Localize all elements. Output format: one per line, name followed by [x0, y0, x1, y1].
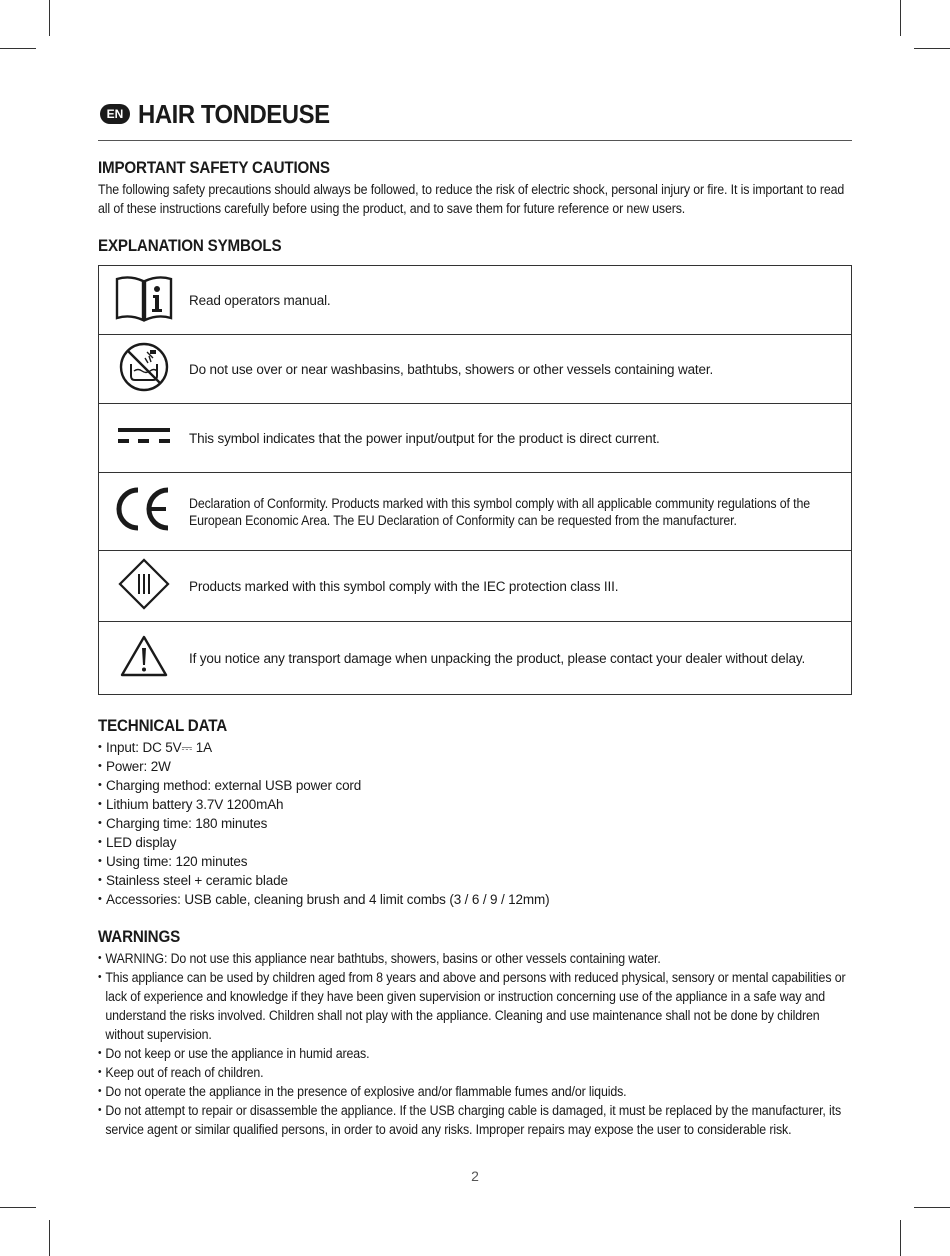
safety-section [98, 159, 852, 218]
warning-triangle-icon [119, 634, 169, 678]
crop-mark [49, 0, 50, 36]
technical-data-section [98, 717, 852, 909]
technical-heading: TECHNICAL DATA [98, 717, 227, 735]
warnings-list [98, 949, 852, 1139]
technical-list [98, 738, 852, 909]
symbol-row [99, 266, 852, 335]
title-divider [98, 140, 852, 141]
list-item: • Do not operate the appliance in the presence of explosive and/or flammable fumes and/or liquids. [98, 1082, 852, 1101]
page-header [98, 96, 852, 132]
list-item: • Do not keep or use the appliance in humid areas. [98, 1044, 852, 1063]
symbols-heading: EXPLANATION SYMBOLS [98, 237, 282, 255]
symbol-row [99, 404, 852, 473]
no-water-icon [117, 340, 171, 394]
safety-text: The following safety precautions should always be followed, to reduce the risk of electric shock, personal injury or fire. It is important to read all of these instructions carefully before using the product, and to save them for future reference or new users. [98, 182, 845, 216]
protection-class-iii-icon [115, 555, 173, 613]
list-item: • This appliance can be used by children aged from 8 years and above and persons with reduced physical, sensory or mental capabilities or lack of experience and knowledge if they have been given supervision or instruction concerning use of the appliance in a safe way and understand the risks involved. Children shall not play with the appliance. Cleaning and use maintenance shall not be done by children without supervision. [98, 968, 852, 1044]
list-item: • Lithium battery 3.7V 1200mAh [98, 795, 852, 814]
crop-mark [49, 1220, 50, 1256]
crop-mark [914, 48, 950, 49]
symbol-row [99, 551, 852, 622]
direct-current-icon [116, 425, 172, 447]
crop-mark [0, 1207, 36, 1208]
symbols-table [98, 265, 852, 695]
crop-mark [914, 1207, 950, 1208]
manual-info-icon [114, 273, 174, 323]
symbol-description: If you notice any transport damage when unpacking the product, please contact your dealer without delay. [189, 650, 806, 666]
list-item: • Keep out of reach of children. [98, 1063, 852, 1082]
symbol-description: Products marked with this symbol comply with the IEC protection class III. [189, 578, 619, 594]
symbol-description: Do not use over or near washbasins, bathtubs, showers or other vessels containing water. [189, 361, 714, 377]
safety-heading: IMPORTANT SAFETY CAUTIONS [98, 159, 330, 177]
list-item: • Do not attempt to repair or disassemble the appliance. If the USB charging cable is damaged, it must be replaced by the manufacturer, its service agent or similar qualified persons, in order to avoid any risks. Improper repairs may expose the user to considerable risk. [98, 1101, 852, 1139]
list-item: • Input: DC 5V⎓ 1A [98, 738, 852, 757]
crop-mark [900, 1220, 901, 1256]
list-item: • Stainless steel + ceramic blade [98, 871, 852, 890]
list-item: • Charging method: external USB power cord [98, 776, 852, 795]
page-number: 2 [471, 1168, 479, 1184]
page-title: HAIR TONDEUSE [138, 98, 330, 129]
list-item: • Charging time: 180 minutes [98, 814, 852, 833]
list-item: • LED display [98, 833, 852, 852]
list-item: • Power: 2W [98, 757, 852, 776]
symbol-description: Read operators manual. [189, 292, 331, 308]
list-item: • Using time: 120 minutes [98, 852, 852, 871]
list-item: • WARNING: Do not use this appliance near bathtubs, showers, basins or other vessels containing water. [98, 949, 852, 968]
symbols-section [98, 237, 852, 695]
warnings-section [98, 928, 852, 1139]
symbol-row [99, 473, 852, 551]
symbol-row [99, 622, 852, 695]
symbol-description: This symbol indicates that the power input/output for the product is direct current. [189, 430, 660, 446]
crop-mark [900, 0, 901, 36]
language-badge: EN [100, 104, 130, 124]
page-content [98, 96, 852, 1139]
ce-mark-icon [113, 486, 175, 532]
symbol-description: Declaration of Conformity. Products marked with this symbol comply with all applicable community regulations of the European Economic Area. The EU Declaration of Conformity can be requested from the manufacturer. [189, 495, 811, 528]
list-item: • Accessories: USB cable, cleaning brush and 4 limit combs (3 / 6 / 9 / 12mm) [98, 890, 852, 909]
warnings-heading: WARNINGS [98, 928, 181, 946]
symbol-row [99, 335, 852, 404]
crop-mark [0, 48, 36, 49]
